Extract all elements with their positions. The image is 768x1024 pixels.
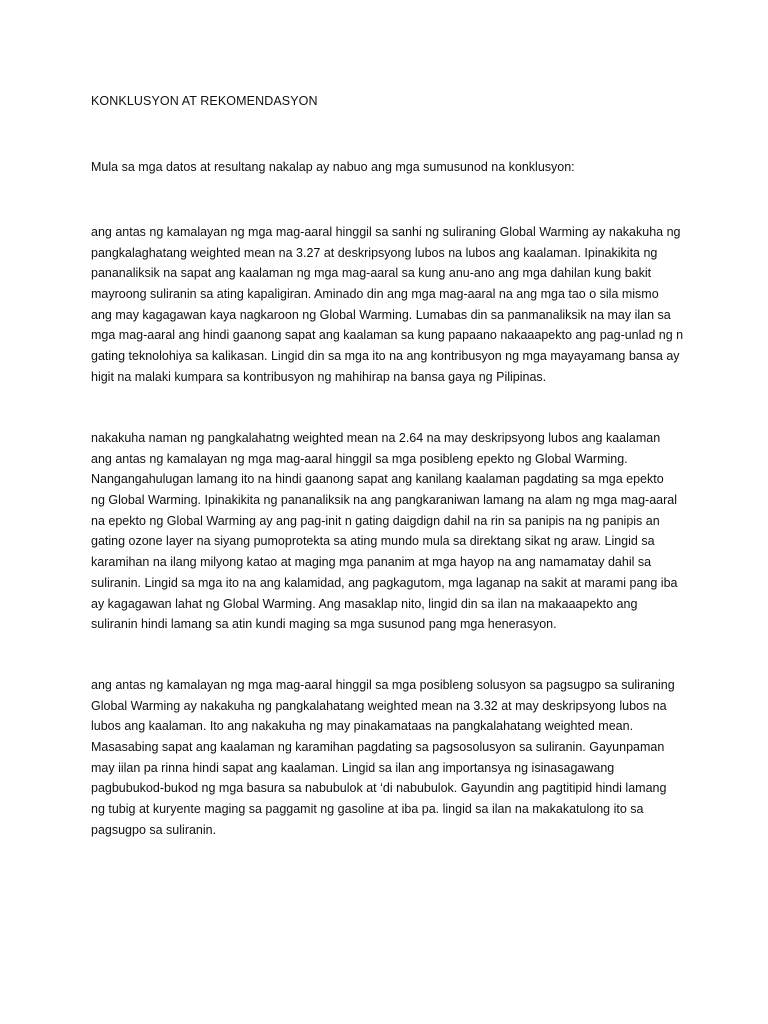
intro-text: Mula sa mga datos at resultang nakalap ay nabuo ang mga sumusunod na konklusyon:	[91, 160, 575, 174]
paragraph-line: mga mag-aaral ang hindi gaanong sapat ang kaalaman sa kung papaano nakaaapekto ang pag-unlad ng n	[91, 328, 684, 343]
paragraph-line: pagsugpo sa suliranin.	[91, 822, 217, 837]
paragraph-line: ng tubig at kuryente maging sa paggamit ng gasoline at iba pa. lingid sa ilan na makakatulong ito sa	[91, 802, 644, 817]
paragraph-line: na epekto ng Global Warming ay ang pag-init n gating daigdign dahil na rin sa panipis na ng panipis an	[91, 513, 660, 528]
paragraph-line: Global Warming ay nakakuha ng pangkalahatang weighted mean na 3.32 at may deskripsyong lubos na	[91, 698, 667, 713]
paragraph-line: lubos ang kaalaman. Ito ang nakakuha ng may pinakamataas na pangkalahatang weighted mean.	[91, 719, 634, 734]
paragraph-3	[91, 675, 691, 841]
paragraph-line: Nangangahulugan lamang ito na hindi gaanong sapat ang kanilang kaalaman pagdating sa mga epekto	[91, 472, 664, 487]
paragraph-line: ang antas ng kamalayan ng mga mag-aaral hinggil sa sanhi ng suliraning Global Warming ay nakakuha ng	[91, 225, 681, 239]
paragraph-line: ay kagagawan lahat ng Global Warming. Ang masaklap nito, lingid din sa ilan na makaaapekto ang	[91, 596, 638, 611]
paragraph-line: may iilan pa rinna hindi sapat ang kaalaman. Lingid sa ilan ang importansya ng isinasagawang	[91, 760, 615, 775]
paragraph-line: gating ozone layer na siyang pumoprotekta sa ating mundo mula sa direktang sikat ng araw. Lingid sa	[91, 534, 655, 549]
paragraph-line: suliranin hindi lamang sa atin kundi maging sa mga susunod pang mga henerasyon.	[91, 617, 557, 632]
paragraph-line: nakakuha naman ng pangkalahatng weighted mean na 2.64 na may deskripsyong lubos ang kaalaman	[91, 431, 661, 445]
document-title: KONKLUSYON AT REKOMENDASYON	[91, 94, 318, 108]
paragraph-1	[91, 222, 691, 388]
paragraph-line: gating teknolohiya sa kalikasan. Lingid din sa mga ito na ang kontribusyon ng mga mayayamang bansa ay	[91, 349, 680, 364]
paragraph-line: ng Global Warming. Ipinakikita ng pananaliksik na ang pangkaraniwan lamang na alam ng mga mag-aaral	[91, 493, 677, 508]
paragraph-line: higit na malaki kumpara sa kontribusyon ng mahihirap na bansa gaya ng Pilipinas.	[91, 369, 547, 384]
paragraph-line: suliranin. Lingid sa mga ito na ang kalamidad, ang pagkagutom, mga laganap na sakit at marami pang iba	[91, 575, 678, 590]
paragraph-line: pagbubukod-bukod ng mga basura sa nabubulok at ‘di nabubulok. Gayundin ang pagtitipid hindi lamang	[91, 781, 667, 796]
paragraph-line: mayroong suliranin sa ating kapaligiran. Aminado din ang mga mag-aaral na ang mga tao o sila mismo	[91, 287, 659, 302]
paragraph-line: ang may kagagawan kaya nagkaroon ng Global Warming. Lumabas din sa panmanaliksik na may ilan sa	[91, 307, 671, 322]
paragraph-line: ang antas ng kamalayan ng mga mag-aaral hinggil sa mga posibleng solusyon sa pagsugpo sa suliraning	[91, 678, 675, 692]
paragraph-line: karamihan na ilang milyong katao at maging mga pananim at mga hayop na ang namamatay dahil sa	[91, 555, 652, 570]
paragraph-line: Masasabing sapat ang kaalaman ng karamihan pagdating sa pagsosolusyon sa suliranin. Gayunpaman	[91, 740, 665, 755]
paragraph-line: pangkalaghatang weighted mean na 3.27 at deskripsyong lubos na lubos ang kaalaman. Ipinakikita ng	[91, 245, 658, 260]
paragraph-2	[91, 428, 691, 635]
paragraph-line: ang antas ng kamalayan ng mga mag-aaral hinggil sa mga posibleng epekto ng Global Warming.	[91, 451, 628, 466]
paragraph-line: pananaliksik na sapat ang kaalaman ng mga mag-aaral sa kung anu-ano ang mga dahilan kung bakit	[91, 266, 652, 281]
